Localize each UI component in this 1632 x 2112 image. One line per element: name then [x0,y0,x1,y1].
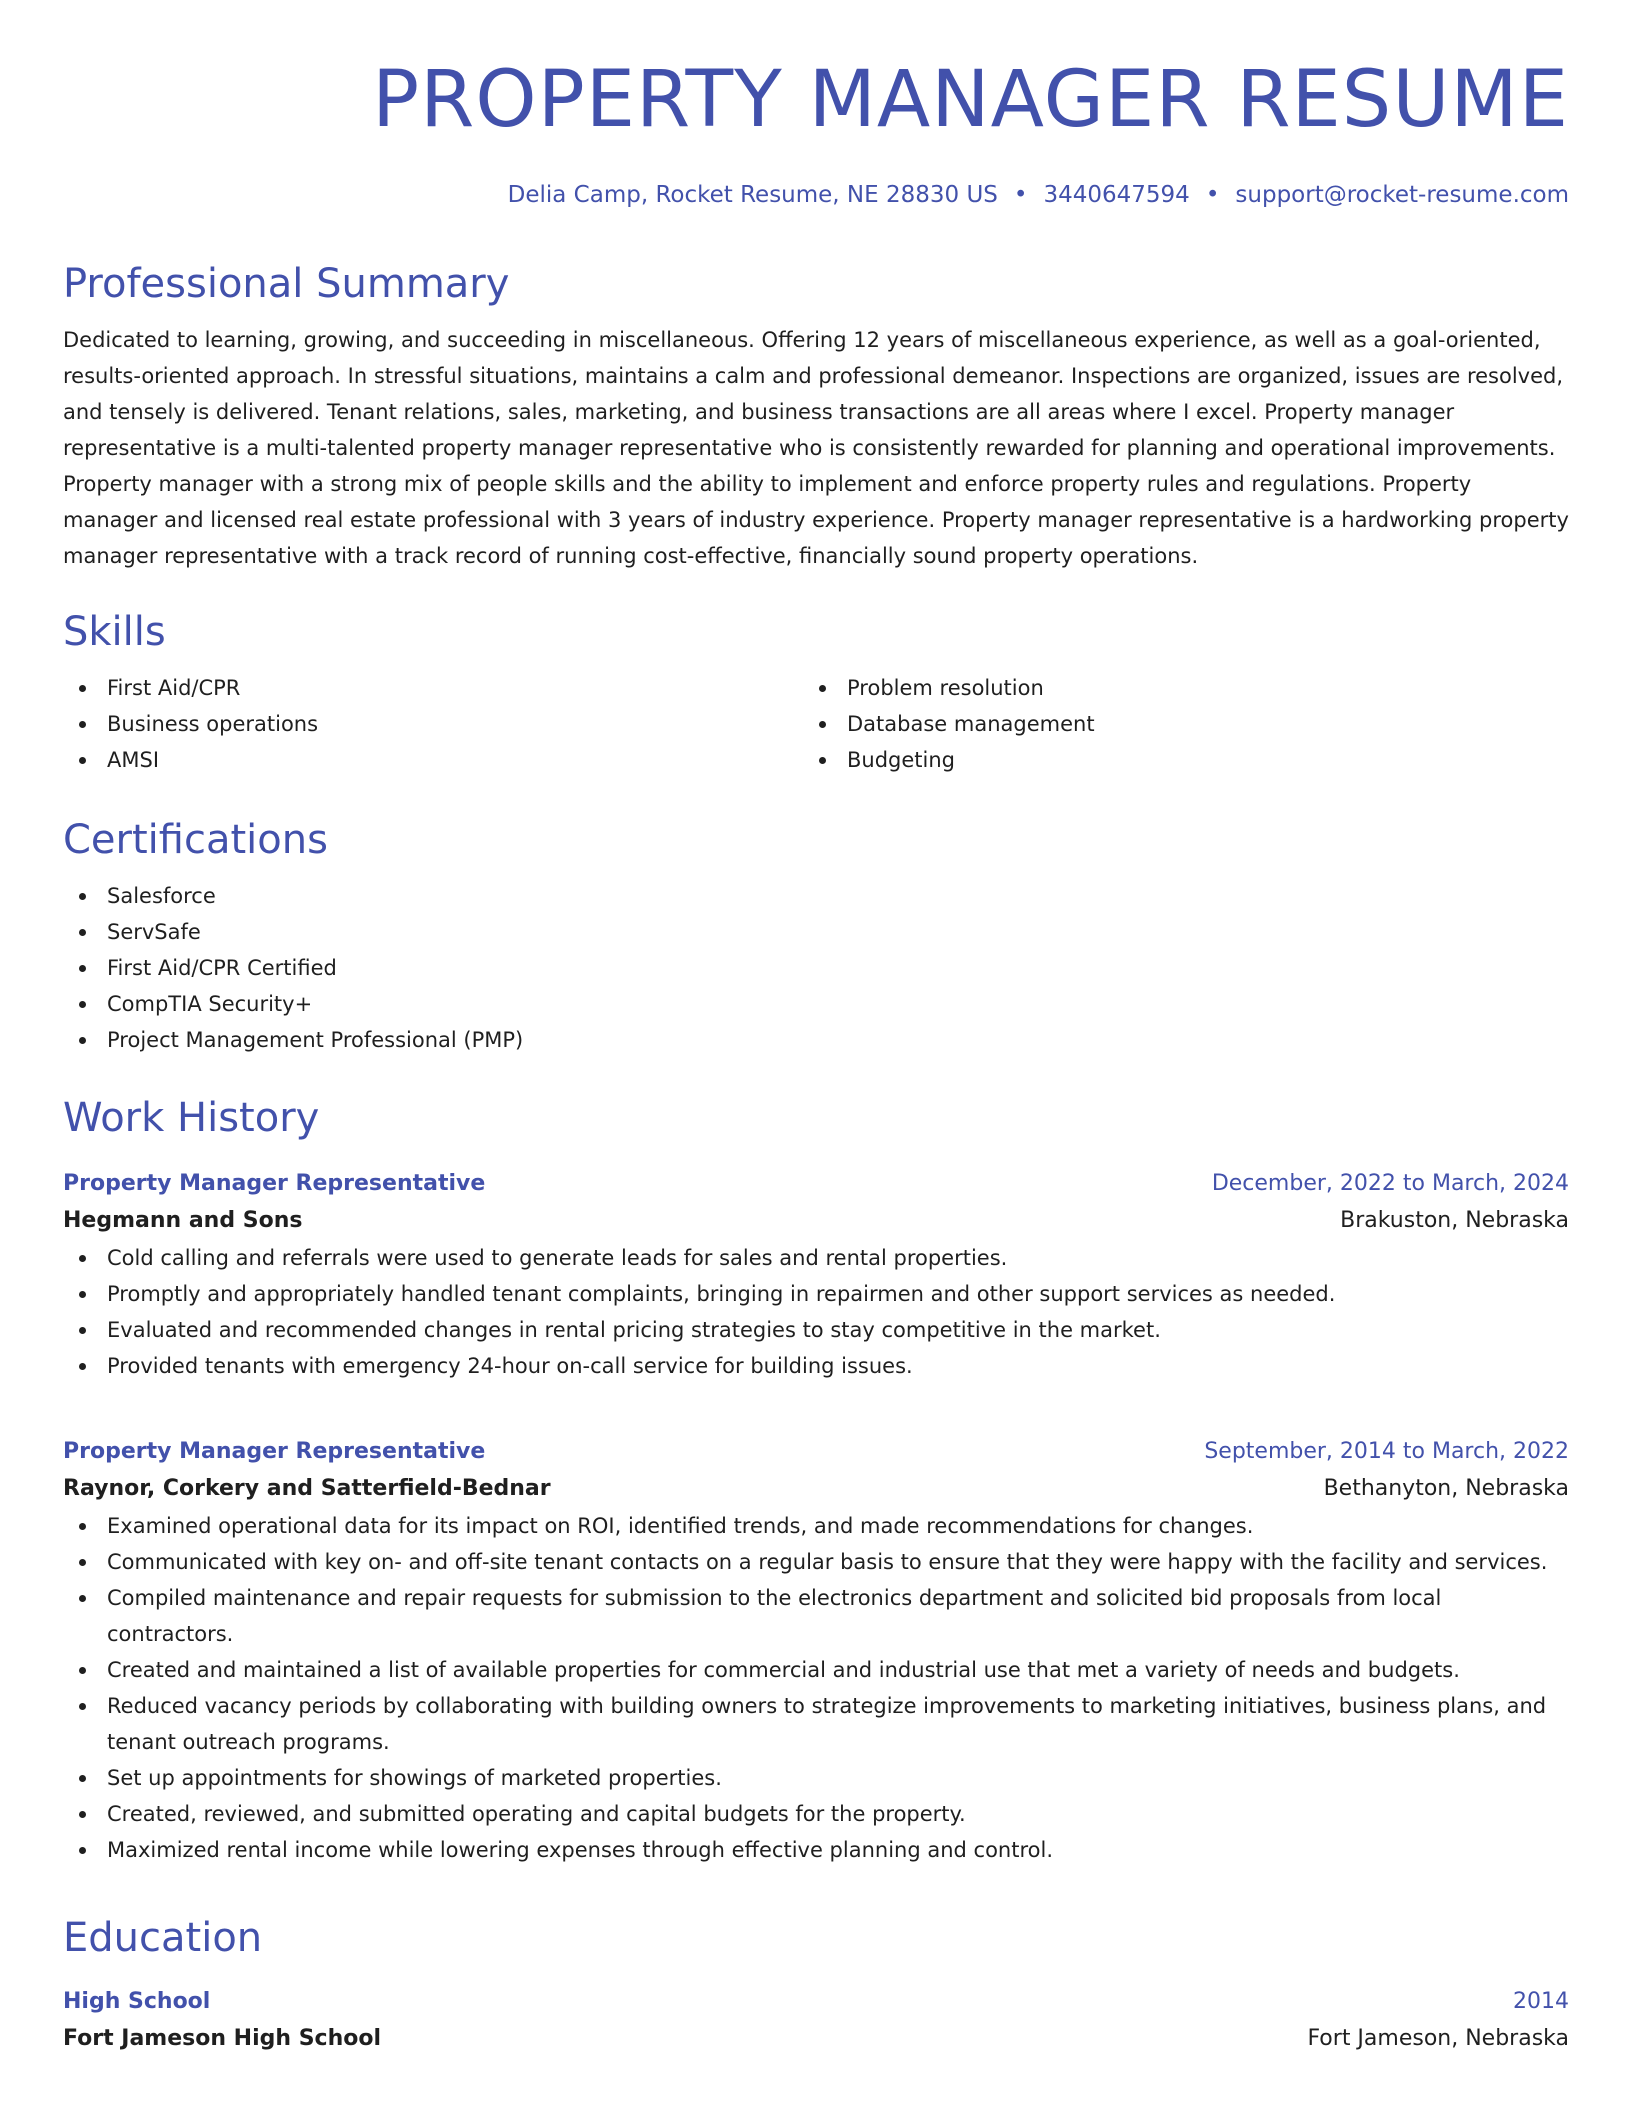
certifications-heading: Certifications [63,817,328,863]
education-degree: High School [63,1989,211,2014]
job-duty: Compiled maintenance and repair requests for submission to the electronics department and solicited bid proposals from local contractors. [63,1580,1569,1652]
certifications-section [63,814,1569,1058]
job-duty: Set up appointments for showings of marketed properties. [63,1760,1569,1796]
skill-item: First Aid/CPR [63,670,803,706]
summary-section [63,258,1569,574]
skill-item: Problem resolution [803,670,1543,706]
skills-columns [63,670,1569,778]
summary-heading: Professional Summary [63,261,510,307]
skills-list-left [63,670,803,778]
job-duty: Examined operational data for its impact on ROI, identified trends, and made recommendations for changes. [63,1508,1569,1544]
job-title: Property Manager Representative [63,1171,486,1196]
certification-item: CompTIA Security+ [63,986,1569,1022]
job-location: Bethanyton, Nebraska [1323,1476,1569,1501]
education-section [63,1912,1569,2058]
resume-title: PROPERTY MANAGER RESUME [372,55,1569,145]
job-company-row [63,1470,1569,1508]
work-history-section [63,1092,1569,1144]
certification-item: First Aid/CPR Certified [63,950,1569,986]
work-history-heading: Work History [63,1095,320,1141]
certification-item: ServSafe [63,914,1569,950]
job-duty: Maximized rental income while lowering expenses through effective planning and control. [63,1832,1569,1868]
job-duty: Created and maintained a list of available properties for commercial and industrial use that met a variety of needs and budgets. [63,1652,1569,1688]
skill-item: Database management [803,706,1543,742]
contact-phone: 3440647594 [1043,182,1190,208]
job-entry [63,1434,1569,1868]
skill-item: Business operations [63,706,803,742]
job-company: Hegmann and Sons [63,1208,303,1233]
contact-address: Delia Camp, Rocket Resume, NE 28830 US [507,182,998,208]
certification-item: Project Management Professional (PMP) [63,1022,1569,1058]
job-duty: Created, reviewed, and submitted operating and capital budgets for the property. [63,1796,1569,1832]
education-school: Fort Jameson High School [63,2026,382,2051]
education-year: 2014 [1513,1989,1569,2014]
job-duty: Communicated with key on- and off-site tenant contacts on a regular basis to ensure that they were happy with the facility and services. [63,1544,1569,1580]
job-duty: Evaluated and recommended changes in rental pricing strategies to stay competitive in the market. [63,1312,1569,1348]
education-heading: Education [63,1915,263,1961]
job-duty: Provided tenants with emergency 24-hour on-call service for building issues. [63,1348,1569,1384]
contact-line [508,0,1569,211]
job-company-row [63,1202,1569,1240]
contact-separator: • [1013,182,1028,208]
skills-section [63,606,1569,778]
job-header-row [63,1166,1569,1202]
job-duty: Promptly and appropriately handled tenant complaints, bringing in repairmen and other support services as needed. [63,1276,1569,1312]
job-entry [63,1166,1569,1384]
education-header-row [63,1984,1569,2020]
job-dates: September, 2014 to March, 2022 [1204,1439,1569,1464]
job-duty: Cold calling and referrals were used to generate leads for sales and rental properties. [63,1240,1569,1276]
skills-list-right [803,670,1543,778]
job-title: Property Manager Representative [63,1439,486,1464]
job-duties-list [63,1508,1569,1868]
contact-separator: • [1205,182,1220,208]
job-header-row [63,1434,1569,1470]
job-location: Brakuston, Nebraska [1340,1208,1569,1233]
skills-heading: Skills [63,609,166,655]
job-duty: Reduced vacancy periods by collaborating with building owners to strategize improvements to marketing initiatives, business plans, and tenant outreach programs. [63,1688,1569,1760]
skill-item: Budgeting [803,742,1543,778]
job-company: Raynor, Corkery and Satterfield-Bednar [63,1476,551,1501]
skill-item: AMSI [63,742,803,778]
contact-email[interactable]: support@rocket-resume.com [1235,182,1569,208]
job-dates: December, 2022 to March, 2024 [1211,1171,1569,1196]
education-school-row [63,2020,1569,2058]
education-location: Fort Jameson, Nebraska [1307,2026,1569,2051]
job-duties-list [63,1240,1569,1384]
certification-item: Salesforce [63,878,1569,914]
summary-text: Dedicated to learning, growing, and succeeding in miscellaneous. Offering 12 years of miscellaneous experience, as well as a goal-oriented, results-oriented approach. In stressful situations, maintains a calm and professional demeanor. Inspections are organized, issues are resolved, and tensely is delivered. Tenant relations, sales, marketing, and business transactions are all areas where I excel. Property manager representative is a multi-talented property manager representative who is consistently rewarded for planning and operational improvements. Property manager with a strong mix of people skills and the ability to implement and enforce property rules and regulations. Property manager and licensed real estate professional with 3 years of industry experience. Property manager representative is a hardworking property manager representative with a track record of running cost-effective, financially sound property operations. [63,328,1569,568]
certifications-list [63,878,1569,1058]
